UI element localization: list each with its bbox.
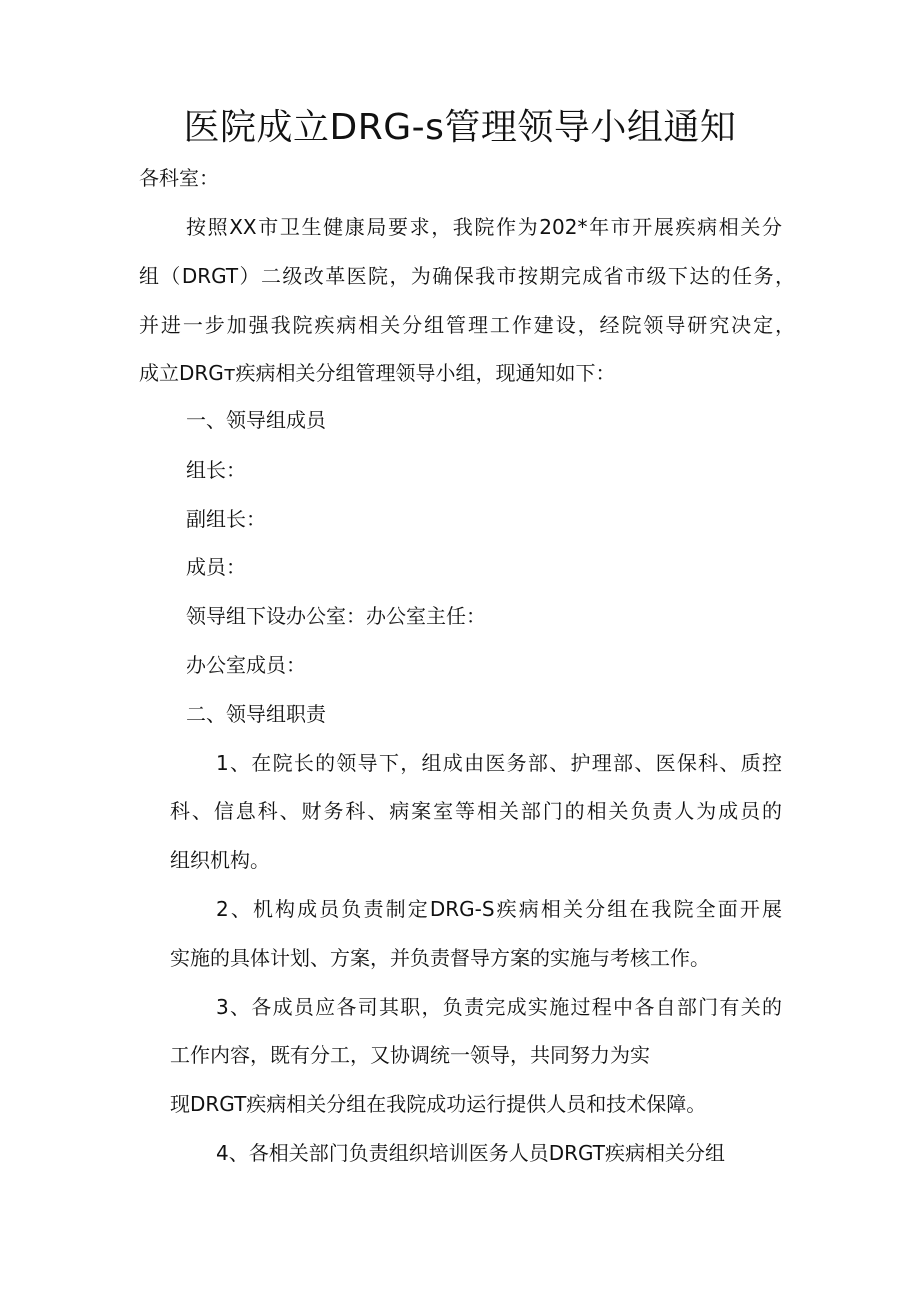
duty-3-line-2: 工作内容，既有分工，又协调统一领导，共同努力为实 bbox=[170, 1043, 650, 1067]
document-title: 医院成立DRG-s管理领导小组通知 bbox=[183, 107, 737, 148]
duty-2-line-2: 实施的具体计划、方案，并负责督导方案的实施与考核工作。 bbox=[170, 946, 710, 970]
duty-3-line-1: 3、各成员应各司其职，负责完成实施过程中各自部门有关的 bbox=[216, 995, 782, 1019]
member-item-office-members: 办公室成员： bbox=[186, 653, 306, 677]
duty-1-line-2: 科、信息科、财务科、病案室等相关部门的相关负责人为成员的 bbox=[170, 799, 782, 823]
member-item-members: 成员： bbox=[186, 555, 246, 579]
intro-line-1: 按照XX市卫生健康局要求，我院作为202*年市开展疾病相关分 bbox=[186, 215, 782, 239]
section-heading-members: 一、领导组成员 bbox=[186, 408, 326, 432]
intro-line-4: 成立DRGт疾病相关分组管理领导小组，现通知如下： bbox=[139, 361, 616, 385]
section-heading-duties: 二、领导组职责 bbox=[186, 702, 326, 726]
member-item-leader: 组长： bbox=[186, 458, 246, 482]
duty-1-line-1: 1、在院长的领导下，组成由医务部、护理部、医保科、质控 bbox=[216, 751, 782, 775]
salutation: 各科室： bbox=[139, 166, 219, 190]
member-item-deputy: 副组长： bbox=[186, 507, 266, 531]
duty-1-line-3: 组织机构。 bbox=[170, 848, 270, 872]
intro-line-3: 并进一步加强我院疾病相关分组管理工作建设，经院领导研究决定， bbox=[139, 313, 795, 337]
intro-line-2: 组（DRGT）二级改革医院，为确保我市按期完成省市级下达的任务， bbox=[139, 264, 795, 288]
member-item-office: 领导组下设办公室：办公室主任： bbox=[186, 604, 486, 628]
duty-4-line-1: 4、各相关部门负责组织培训医务人员DRGT疾病相关分组 bbox=[216, 1141, 726, 1165]
duty-2-line-1: 2、机构成员负责制定DRG-S疾病相关分组在我院全面开展 bbox=[216, 897, 782, 921]
duty-3-line-3: 现DRGT疾病相关分组在我院成功运行提供人员和技术保障。 bbox=[170, 1092, 707, 1116]
